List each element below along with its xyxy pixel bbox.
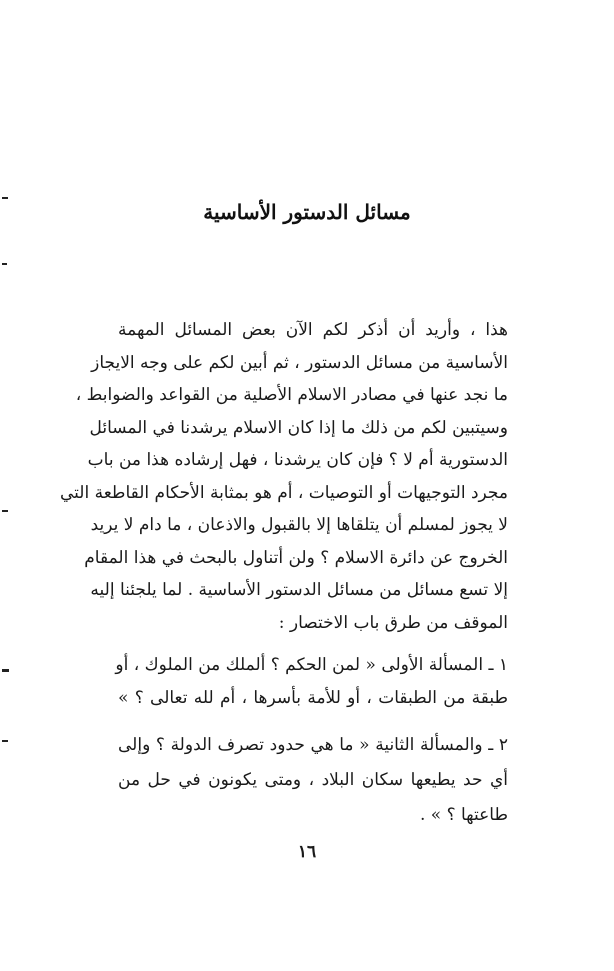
text-line: الدستورية أم لا ؟ فإن كان يرشدنا ، فهل إرشاده هذا من باب xyxy=(87,450,508,470)
text-line: الخروج عن دائرة الاسلام ؟ ولن أتناول بالبحث في هذا المقام xyxy=(84,547,508,568)
edge-mark xyxy=(2,197,8,199)
edge-mark xyxy=(2,740,8,742)
text-line: ما نجد عنها في مصادر الاسلام الأصلية من القواعد والضوابط ، xyxy=(75,385,508,405)
text-line: إلا تسع مسائل من مسائل الدستور الأساسية . لما يلجئنا إليه xyxy=(90,580,508,600)
text-line: طاعتها ؟ » . xyxy=(419,805,508,825)
text-line: وسيتبين لكم من ذلك ما إذا كان الاسلام يرشدنا في المسائل xyxy=(89,417,508,438)
page-number: ١٦ xyxy=(297,842,317,862)
text-line: مجرد التوجيهات أو التوصيات ، أم هو بمثابة الأحكام القاطعة التي xyxy=(60,482,508,503)
paragraph-intro xyxy=(60,314,508,639)
text-line: أي حد يطيعها سكان البلاد ، ومتى يكونون في حل من xyxy=(118,770,508,790)
edge-mark xyxy=(2,669,9,672)
edge-mark xyxy=(2,510,8,512)
text-line: ١ ـ المسألة الأولى « لمن الحكم ؟ ألملك من الملوك ، أو xyxy=(115,655,508,675)
text-line: هذا ، وأريد أن أذكر لكم الآن بعض المسائل المهمة xyxy=(118,320,508,340)
numbered-item-2 xyxy=(118,728,508,833)
text-line: الموقف من طرق باب الاختصار : xyxy=(278,612,508,633)
edge-mark xyxy=(2,263,7,265)
page-title: مسائل الدستور الأساسية xyxy=(203,200,411,224)
text-line: لا يجوز لمسلم أن يتلقاها إلا بالقبول والاذعان ، ما دام لا يريد xyxy=(90,515,508,535)
numbered-item-1 xyxy=(115,649,508,714)
text-line: طبقة من الطبقات ، أو للأمة بأسرها ، أم لله تعالى ؟ » xyxy=(118,687,508,708)
text-line: الأساسية من مسائل الدستور ، ثم أبين لكم على وجه الايجاز xyxy=(91,352,508,373)
text-line: ٢ ـ والمسألة الثانية « ما هي حدود تصرف الدولة ؟ وإلى xyxy=(118,735,508,755)
